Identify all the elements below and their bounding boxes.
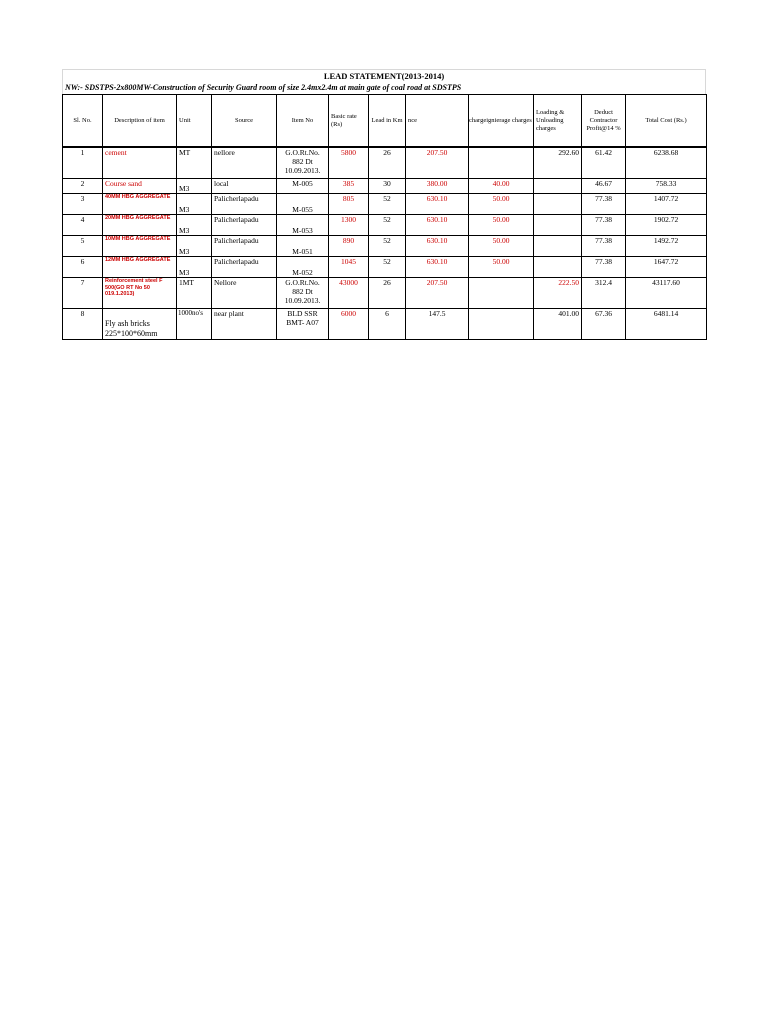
header-unit: Unit xyxy=(177,95,212,147)
cell-lead-km: 52 xyxy=(369,257,406,278)
table-row xyxy=(63,179,707,194)
cell-item-no: G.O.Rt.No. 882 Dt 10.09.2013. xyxy=(277,148,329,179)
cell-sl-no: 4 xyxy=(63,215,103,236)
cell-item-no: BLD SSR BMT- A07 xyxy=(277,309,329,340)
table-header-row xyxy=(63,95,707,147)
cell-basic-rate: 1300 xyxy=(329,215,369,236)
cell-unit: M3 xyxy=(177,215,212,236)
cell-description: Fly ash bricks 225*100*60mm xyxy=(103,309,177,340)
cell-total-cost: 1492.72 xyxy=(626,236,707,257)
cell-sl-no: 5 xyxy=(63,236,103,257)
cell-seigniorage: 40.00 xyxy=(469,179,534,194)
cell-item-no: M-005 xyxy=(277,179,329,194)
cell-seigniorage xyxy=(469,148,534,179)
cell-total-cost: 1647.72 xyxy=(626,257,707,278)
cell-unit: M3 xyxy=(177,236,212,257)
cell-contractor-profit: 61.42 xyxy=(582,148,626,179)
cell-lead-charges: 380.00 xyxy=(406,179,469,194)
cell-lead-charges: 630.10 xyxy=(406,194,469,215)
header-seigniorage-charges: chargeignierage charges xyxy=(469,95,534,147)
cell-description: Reinforcement steel F 500(GO RT No 50 019.1.2013) xyxy=(103,278,177,309)
cell-source: near plant xyxy=(212,309,277,340)
cell-basic-rate: 6000 xyxy=(329,309,369,340)
cell-item-no: M-053 xyxy=(277,215,329,236)
cell-lead-charges: 630.10 xyxy=(406,257,469,278)
cell-sl-no: 3 xyxy=(63,194,103,215)
cell-source: Palicherlapadu xyxy=(212,194,277,215)
table-row xyxy=(63,194,707,215)
cell-basic-rate: 5800 xyxy=(329,148,369,179)
header-source: Source xyxy=(212,95,277,147)
cell-sl-no: 1 xyxy=(63,148,103,179)
cell-seigniorage: 50.00 xyxy=(469,257,534,278)
cell-description: cement xyxy=(103,148,177,179)
cell-seigniorage: 50.00 xyxy=(469,194,534,215)
cell-unit: 1MT xyxy=(177,278,212,309)
cell-description: 20MM HBG AGGREGATE xyxy=(103,215,177,236)
cell-source: nellore xyxy=(212,148,277,179)
cell-loading-charges xyxy=(534,236,582,257)
cell-basic-rate: 890 xyxy=(329,236,369,257)
cell-item-no: M-051 xyxy=(277,236,329,257)
cell-loading-charges xyxy=(534,257,582,278)
cell-lead-km: 30 xyxy=(369,179,406,194)
table-row xyxy=(63,257,707,278)
document-title: LEAD STATEMENT(2013-2014) xyxy=(62,69,706,82)
cell-lead-charges: 630.10 xyxy=(406,236,469,257)
table-row xyxy=(63,309,707,340)
cell-lead-km: 52 xyxy=(369,236,406,257)
cell-source: Palicherlapadu xyxy=(212,236,277,257)
cell-seigniorage: 50.00 xyxy=(469,236,534,257)
cell-description: Course sand xyxy=(103,179,177,194)
header-loading-charges: Loading & Unloading charges xyxy=(534,95,582,147)
cell-source: local xyxy=(212,179,277,194)
header-item-no: Item No xyxy=(277,95,329,147)
cell-source: Palicherlapadu xyxy=(212,215,277,236)
cell-basic-rate: 805 xyxy=(329,194,369,215)
cell-source: Palicherlapadu xyxy=(212,257,277,278)
cell-seigniorage: 50.00 xyxy=(469,215,534,236)
cell-total-cost: 1902.72 xyxy=(626,215,707,236)
cell-item-no: G.O.Rt.No. 882 Dt 10.09.2013. xyxy=(277,278,329,309)
table-row xyxy=(63,236,707,257)
lead-statement-sheet xyxy=(62,69,706,340)
header-distance: nce xyxy=(406,95,469,147)
cell-item-no: M-052 xyxy=(277,257,329,278)
cell-sl-no: 8 xyxy=(63,309,103,340)
cell-total-cost: 758.33 xyxy=(626,179,707,194)
cell-total-cost: 43117.60 xyxy=(626,278,707,309)
cell-unit: M3 xyxy=(177,257,212,278)
cell-basic-rate: 43000 xyxy=(329,278,369,309)
lead-statement-table xyxy=(62,94,707,147)
cell-sl-no: 6 xyxy=(63,257,103,278)
cell-contractor-profit: 77.38 xyxy=(582,236,626,257)
header-contractor-profit: Deduct Contractor Profit@14 % xyxy=(582,95,626,147)
cell-source: Nellore xyxy=(212,278,277,309)
cell-loading-charges: 292.60 xyxy=(534,148,582,179)
cell-basic-rate: 1045 xyxy=(329,257,369,278)
cell-sl-no: 2 xyxy=(63,179,103,194)
cell-contractor-profit: 77.38 xyxy=(582,257,626,278)
cell-total-cost: 6481.14 xyxy=(626,309,707,340)
cell-total-cost: 6238.68 xyxy=(626,148,707,179)
cell-lead-charges: 630.10 xyxy=(406,215,469,236)
cell-description: 10MM HBG AGGREGATE xyxy=(103,236,177,257)
header-basic-rate: Basic rate (Rs) xyxy=(329,95,369,147)
cell-item-no: M-055 xyxy=(277,194,329,215)
cell-contractor-profit: 77.38 xyxy=(582,194,626,215)
cell-contractor-profit: 77.38 xyxy=(582,215,626,236)
cell-lead-km: 52 xyxy=(369,215,406,236)
cell-loading-charges xyxy=(534,179,582,194)
cell-basic-rate: 385 xyxy=(329,179,369,194)
header-total-cost: Total Cost (Rs.) xyxy=(626,95,707,147)
cell-unit: M3 xyxy=(177,194,212,215)
cell-lead-km: 26 xyxy=(369,148,406,179)
cell-lead-km: 26 xyxy=(369,278,406,309)
table-row xyxy=(63,278,707,309)
cell-contractor-profit: 312.4 xyxy=(582,278,626,309)
cell-description: 40MM HBG AGGREGATE xyxy=(103,194,177,215)
cell-lead-km: 6 xyxy=(369,309,406,340)
header-description: Description of item xyxy=(103,95,177,147)
cell-description: 12MM HBG AGGREGATE xyxy=(103,257,177,278)
cell-unit: MT xyxy=(177,148,212,179)
cell-unit: 1000no's xyxy=(177,309,212,340)
table-row xyxy=(63,215,707,236)
header-sl-no: Sl. No. xyxy=(63,95,103,147)
cell-lead-charges: 207.50 xyxy=(406,278,469,309)
cell-seigniorage xyxy=(469,309,534,340)
lead-statement-body xyxy=(62,147,707,340)
document-subtitle: NW:- SDSTPS-2x800MW-Construction of Security Guard room of size 2.4mx2.4m at main gate of coal road at SDSTPS xyxy=(62,82,706,94)
cell-lead-charges: 147.5 xyxy=(406,309,469,340)
header-lead-km: Lead in Km xyxy=(369,95,406,147)
cell-lead-km: 52 xyxy=(369,194,406,215)
cell-seigniorage xyxy=(469,278,534,309)
cell-loading-charges xyxy=(534,215,582,236)
cell-loading-charges: 401.00 xyxy=(534,309,582,340)
cell-loading-charges: 222.50 xyxy=(534,278,582,309)
cell-unit: M3 xyxy=(177,179,212,194)
table-row xyxy=(63,148,707,179)
cell-lead-charges: 207.50 xyxy=(406,148,469,179)
cell-sl-no: 7 xyxy=(63,278,103,309)
cell-loading-charges xyxy=(534,194,582,215)
cell-contractor-profit: 67.36 xyxy=(582,309,626,340)
cell-contractor-profit: 46.67 xyxy=(582,179,626,194)
cell-total-cost: 1407.72 xyxy=(626,194,707,215)
